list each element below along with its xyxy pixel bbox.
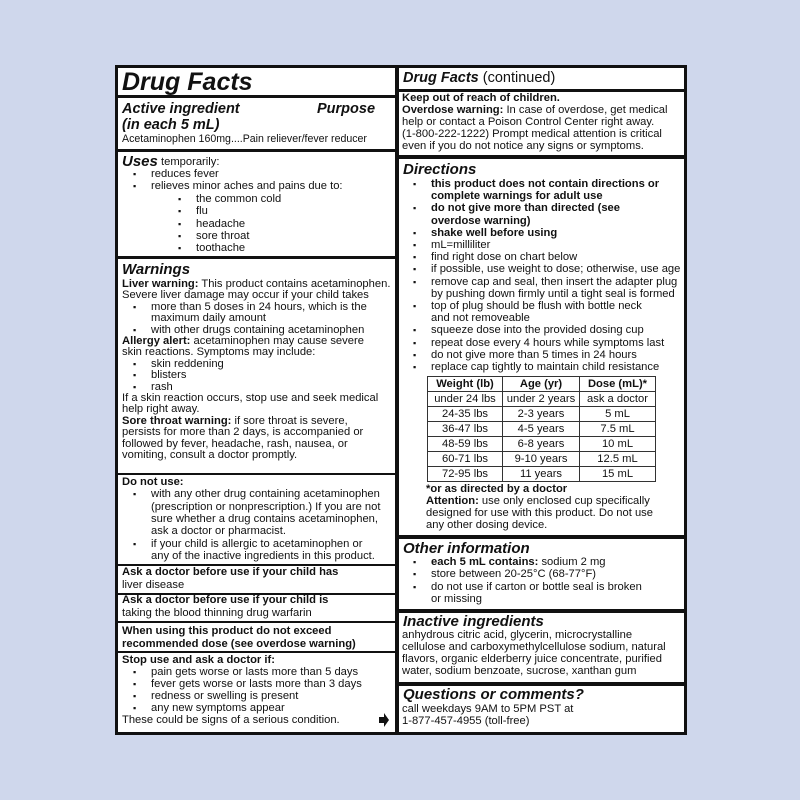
warnings-heading: Warnings [122, 261, 191, 278]
bullet-icon: ▪ [133, 301, 137, 312]
bullet-icon: ▪ [133, 381, 137, 392]
directions-line [431, 360, 659, 374]
text: followed by fever, headache, rash, nausea, or [122, 437, 348, 450]
bullet-icon: ▪ [413, 301, 417, 311]
text: This product contains acetaminophen. [198, 278, 391, 290]
weight-cell: 72-95 lbs [428, 467, 503, 482]
other-information-heading: Other information [403, 540, 530, 557]
text: flu [196, 205, 208, 218]
continued-title-suffix: (continued) [478, 70, 556, 86]
uses-intro: temporarily: [161, 156, 220, 168]
text: vomiting, consult a doctor promptly. [122, 449, 298, 461]
drug-facts-title: Drug Facts [122, 68, 253, 96]
text: or missing [431, 592, 482, 605]
weight-cell: under 24 lbs [428, 392, 503, 407]
text: use only enclosed cup specifically [478, 495, 650, 507]
text: In case of overdose, get medical [503, 104, 668, 116]
bullet-icon: ▪ [133, 181, 137, 192]
dose-table-header [428, 377, 656, 392]
text: anhydrous citric acid, glycerin, microcrystalline [402, 629, 633, 641]
text: remove cap and seal, then insert the adapter plug [431, 275, 678, 288]
text: any of the inactive ingredients in this product. [151, 549, 375, 562]
weight-cell: 48-59 lbs [428, 437, 503, 452]
text: ask a doctor or pharmacist. [151, 525, 286, 538]
text: acetaminophen may cause severe [190, 335, 364, 347]
text: cellulose and carboxymethylcellulose sodium, natural [402, 641, 666, 653]
dose-table-row [428, 422, 656, 437]
bullet-icon: ▪ [413, 362, 417, 372]
dose-cell: 15 mL [580, 467, 656, 482]
header-dose: Dose (mL)* [580, 377, 656, 392]
text: skin reactions. Symptoms may include: [122, 346, 316, 359]
text: help or contact a Poison Control Center right away. [402, 116, 655, 128]
weight-cell: 60-71 lbs [428, 452, 503, 467]
active-ingredient-heading: Active ingredient [122, 101, 240, 117]
bold-text: Sore throat warning: [122, 414, 232, 427]
text: persists for more than 2 days, is accompanied or [122, 426, 364, 439]
age-cell: 2-3 years [503, 407, 580, 422]
text: more than 5 doses in 24 hours, which is the [151, 300, 367, 313]
bullet-icon: ▪ [413, 264, 417, 275]
header-weight: Weight (lb) [428, 377, 503, 392]
text: squeeze dose into the provided dosing cup [431, 324, 644, 337]
text: if your child is allergic to acetaminophen or [151, 537, 363, 550]
text: if possible, use weight to dose; otherwise, use age [431, 263, 681, 276]
text: and not removeable [431, 312, 530, 325]
text: If a skin reaction occurs, stop use and seek medical [122, 392, 379, 404]
text: replace cap tightly to maintain child resistance [431, 361, 660, 373]
continued-title-main: Drug Facts [403, 70, 479, 86]
dose-table-row [428, 437, 656, 452]
weight-cell: 24-35 lbs [428, 407, 503, 422]
dose-cell: 7.5 mL [580, 422, 656, 437]
inactive-line [402, 664, 636, 678]
bullet-icon: ▪ [178, 193, 182, 204]
bullet-icon: ▪ [133, 667, 137, 677]
text: rash [151, 380, 173, 393]
dose-cell: 10 mL [580, 437, 656, 452]
text: with any other drug containing acetaminophen [151, 488, 380, 501]
bullet-icon: ▪ [413, 252, 417, 263]
bullet-icon: ▪ [133, 538, 137, 549]
bullet-icon: ▪ [133, 169, 137, 179]
bold-text: Stop use and ask a doctor if: [122, 654, 275, 666]
age-cell: 6-8 years [503, 437, 580, 452]
header-age: Age (yr) [503, 377, 580, 392]
text: blisters [151, 369, 187, 382]
text: sodium 2 mg [538, 556, 606, 568]
text: fever gets worse or lasts more than 3 days [151, 678, 362, 690]
donot-line [151, 549, 375, 563]
bold-text: recommended dose (see overdose warning) [122, 638, 356, 650]
text: sure whether a drug contains acetaminophen, [151, 512, 379, 525]
text: with other drugs containing acetaminophen [151, 323, 365, 336]
text: relieves minor aches and pains due to: [151, 180, 343, 193]
bullet-icon: ▪ [413, 325, 417, 336]
bold-text: Do not use: [122, 476, 184, 488]
questions-line [402, 714, 529, 728]
stop-line [122, 713, 340, 727]
age-cell: under 2 years [503, 392, 580, 407]
directions-heading: Directions [403, 161, 477, 178]
bold-text: Overdose warning: [402, 104, 504, 116]
text: taking the blood thinning drug warfarin [122, 607, 312, 619]
bullet-icon: ▪ [413, 557, 417, 567]
text: find right dose on chart below [431, 251, 578, 264]
dose-table-row [428, 407, 656, 422]
text: do not give more than 5 times in 24 hours [431, 348, 637, 361]
bullet-icon: ▪ [178, 218, 182, 229]
when-line [122, 637, 356, 651]
age-cell: 11 years [503, 467, 580, 482]
bullet-icon: ▪ [178, 231, 182, 241]
text: (1-800-222-1222) Prompt medical attention is critical [402, 128, 662, 140]
dose-cell: ask a doctor [580, 392, 656, 407]
text: even if you do not notice any signs or symptoms. [402, 140, 644, 152]
text: redness or swelling is present [151, 690, 299, 702]
text: mL=milliliter [431, 239, 491, 251]
bullet-icon: ▪ [178, 243, 182, 254]
continued-title [403, 70, 555, 87]
text: reduces fever [151, 168, 219, 180]
bullet-icon: ▪ [413, 240, 417, 250]
uses-line [196, 192, 281, 206]
bold-text: Liver warning: [122, 278, 199, 290]
text: repeat dose every 4 hours while symptoms last [431, 336, 665, 349]
text: flavors, organic elderberry juice concentrate, purified [402, 653, 662, 665]
uses-line [196, 241, 245, 255]
bullet-icon: ▪ [413, 337, 417, 348]
when-line [122, 624, 331, 638]
bullet-icon: ▪ [133, 358, 137, 369]
bold-text: overdose warning) [431, 214, 531, 227]
age-cell: 4-5 years [503, 422, 580, 437]
text: any new symptoms appear [151, 702, 285, 714]
questions-heading: Questions or comments? [403, 686, 584, 703]
dose-table-row [428, 467, 656, 482]
bold-text: shake well before using [431, 226, 558, 239]
purpose-heading: Purpose [317, 101, 376, 117]
text: headache [196, 217, 246, 230]
dose-cell: 12.5 mL [580, 452, 656, 467]
bold-text: When using this product do not exceed [122, 625, 332, 637]
bullet-icon: ▪ [413, 569, 417, 580]
inactive-ingredients-heading: Inactive ingredients [403, 613, 544, 630]
dose-table [427, 376, 656, 482]
bullet-icon: ▪ [413, 276, 417, 287]
bold-text: each 5 mL contains: [431, 556, 539, 568]
active-ingredient-subheading: (in each 5 mL) [122, 117, 220, 133]
text: top of plug should be flush with bottle neck [431, 300, 642, 312]
bullet-icon: ▪ [133, 489, 137, 500]
bullet-icon: ▪ [133, 370, 137, 381]
text: (prescription or nonprescription.) If you are not [151, 500, 381, 513]
bullet-icon: ▪ [413, 179, 417, 189]
bold-text: do not give more than directed (see [431, 202, 620, 215]
text: maximum daily amount [151, 312, 267, 325]
bullet-icon: ▪ [133, 703, 137, 713]
text: do not use if carton or bottle seal is broken [431, 580, 642, 593]
text: skin reddening [151, 357, 224, 370]
age-cell: 9-10 years [503, 452, 580, 467]
bold-text: this product does not contain directions or [431, 178, 660, 190]
arrow-right-icon [378, 713, 390, 727]
bullet-icon: ▪ [413, 349, 417, 360]
bold-text: Ask a doctor before use if your child has [122, 566, 339, 578]
bullet-icon: ▪ [133, 691, 137, 701]
bullet-icon: ▪ [413, 581, 417, 592]
askis-line [122, 606, 312, 620]
bullet-icon: ▪ [178, 206, 182, 217]
bold-text: Ask a doctor before use if your child is [122, 594, 329, 606]
dirfoot-line [426, 518, 547, 532]
other-line [431, 592, 482, 606]
active-ingredient-line: Acetaminophen 160mg....Pain reliever/fever reducer [122, 133, 367, 145]
dose-table-row [428, 452, 656, 467]
text: call weekdays 9AM to 5PM PST at [402, 703, 574, 715]
text: These could be signs of a serious condition. [122, 714, 340, 726]
bold-text: *or as directed by a doctor [426, 483, 568, 495]
text: the common cold [196, 192, 282, 205]
text: toothache [196, 242, 246, 255]
bullet-icon: ▪ [133, 324, 137, 335]
text: 1-877-457-4955 (toll-free) [402, 715, 530, 727]
askis-line [122, 593, 328, 607]
dose-cell: 5 mL [580, 407, 656, 422]
warnings-line [122, 448, 297, 462]
text: help right away. [122, 403, 200, 416]
text: liver disease [122, 579, 185, 591]
text: sore throat [196, 230, 250, 242]
text: by pushing down firmly until a tight seal is formed [431, 287, 675, 300]
weight-cell: 36-47 lbs [428, 422, 503, 437]
dose-table-row [428, 392, 656, 407]
text: if sore throat is severe, [231, 414, 348, 427]
askhas-line [122, 565, 338, 579]
text: any other dosing device. [426, 519, 548, 531]
uses-heading: Uses [122, 153, 158, 170]
text: store between 20-25°C (68-77°F) [431, 568, 597, 581]
keep-line [402, 139, 644, 153]
text: designed for use with this product. Do not use [426, 507, 653, 519]
askhas-line [122, 578, 184, 592]
bullet-icon: ▪ [133, 679, 137, 689]
text: pain gets worse or lasts more than 5 days [151, 666, 359, 678]
bold-text: Keep out of reach of children. [402, 92, 560, 104]
text: Severe liver damage may occur if your child takes [122, 289, 369, 302]
bullet-icon: ▪ [413, 227, 417, 238]
text: water, sodium benzoate, sucrose, xanthan gum [402, 665, 637, 677]
bold-text: complete warnings for adult use [431, 190, 603, 203]
bold-text: Attention: [426, 495, 479, 507]
bold-text: Allergy alert: [122, 335, 191, 347]
bullet-icon: ▪ [413, 203, 417, 214]
